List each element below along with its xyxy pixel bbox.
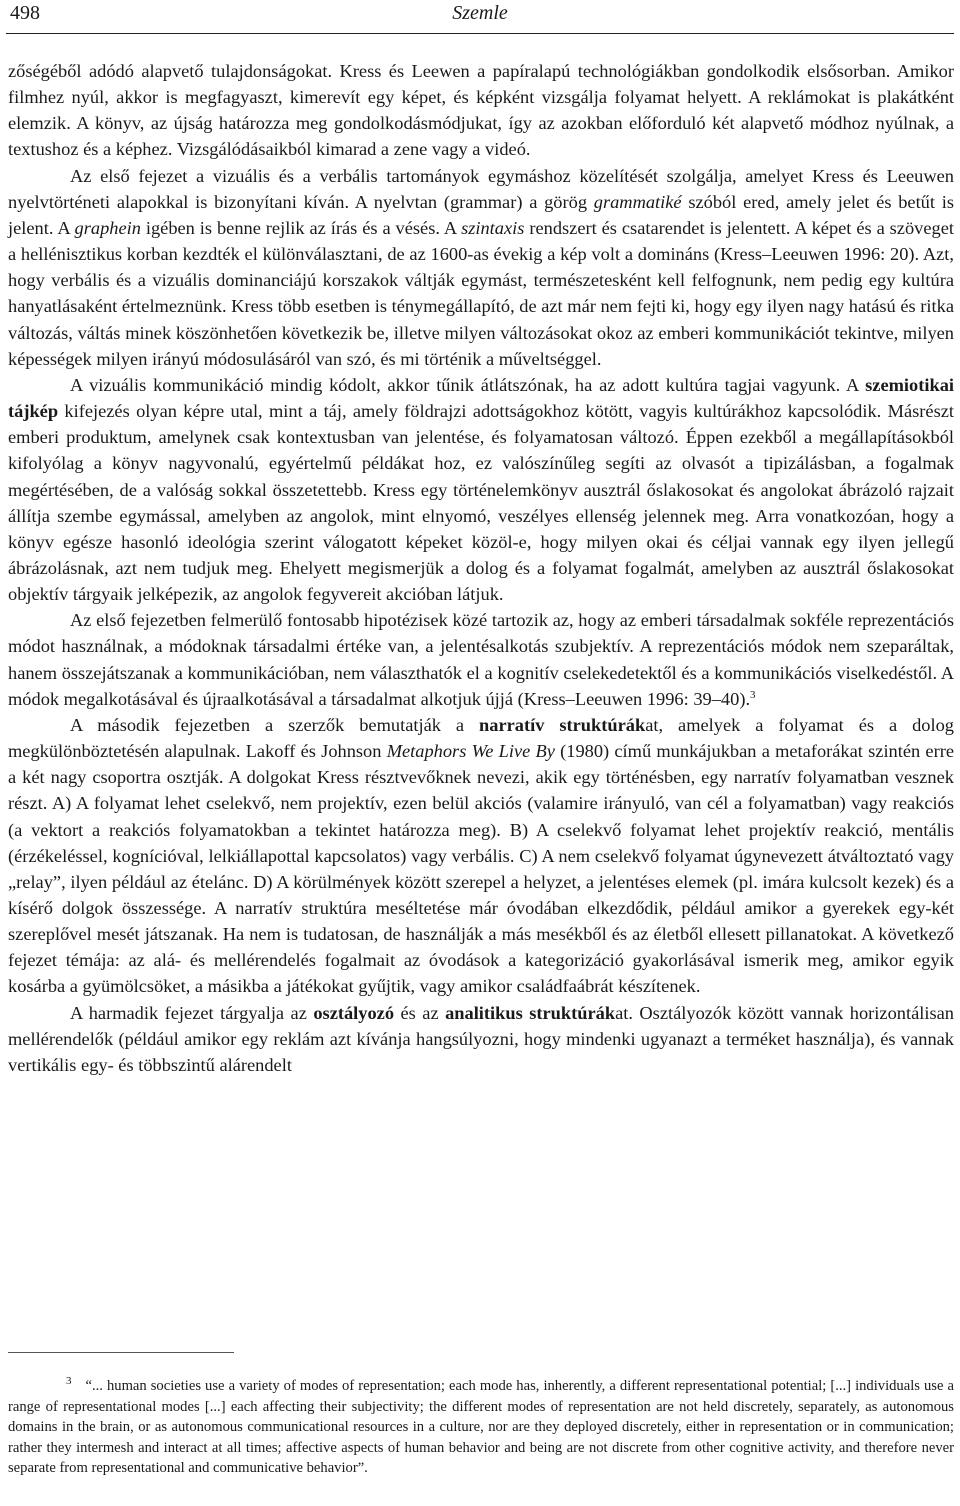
footnote xyxy=(8,1376,954,1479)
paragraph xyxy=(8,607,954,712)
running-title: Szemle xyxy=(452,2,508,24)
text-run: (1980) című munkájukban a metaforákat szintén erre a két nagy csoportra osztják. A dolgokat Kress résztvevőknek nevezi, akik egy történésben, egy narratív folyamatban vesznek részt. A) A folyamat lehet cselekvő, nem projektív, ezen belül akciós (valamire irányuló, van cél a folyamatban) vagy reakciós (a vektort a reakciós folyamatokban a tekintet határozza meg). B) A cselekvő folyamat lehet projektív reakció, mentális (érzékeléssel, kognícióval, lelkiállapottal kapcsolatos) vagy verbális. C) A nem cselekvő folyamat úgynevezett átváltoztató vagy „relay”, ilyen például az ételánc. D) A körülmények között szerepel a helyzet, a jelentéses elemek (pl. imára kulcsolt kezek) és a kísérő dolgok összessége. A narratív struktúra meséltetése már óvodában elkezdődik, például amikor a gyerekek egy-két szereplővel mesét játszanak. Ha nem is tudatosan, de használják a más mesékből és az életből ellesett pillanatokat. A következő fejezet témája: az alá- és mellérendelés fogalmait az óvodások a kategorizáció gyakorlásával ismerik meg, amikor egyik kosárba a gyümölcsöket, a másikba a játékokat gyűjtik, vagy amikor családfaábrát készítenek. xyxy=(8,741,955,997)
text-run: A vizuális kommunikáció mindig kódolt, akkor tűnik átlátszónak, ha az adott kultúra tagjai vagyunk. A xyxy=(70,374,866,395)
footnote-mark: 3 xyxy=(66,1375,72,1388)
paragraph xyxy=(8,58,954,163)
article-body xyxy=(8,58,954,1078)
paragraph xyxy=(8,712,954,1000)
bold-term: szemiotikai tájkép xyxy=(8,374,954,422)
text-run: Az első fejezetben felmerülő fontosabb hipotézisek közé tartozik az, hogy az emberi társadalmak sokféle reprezentációs módot használnak, a módoknak társadalmi értéke van, a jelentésalkotás szubjektív. A reprezentációs módok nem szeparáltak, hanem összejátszanak a kommunikációban, nem választhatók el a kognitív cselekedetektől és a kommunikációs viselkedéstől. A módok megalkotásával és újraalkotásával a társadalmat alkotjuk újjá (Kress–Leeuwen 1996: 39–40). xyxy=(8,610,954,709)
text-run: A harmadik fejezet tárgyalja az xyxy=(70,1002,314,1023)
text-run: rendszert és csatarendet is jelentett. A képet és a szöveget a hellénisztikus korban kezdték el különválasztani, de az 1600-as évekig a kép volt a domináns (Kress–Leeuwen 1996: 20). Azt, hogy verbális és a vizuális dominanciájú korszakok váltják egymást, természetesként kell felfognunk, nem pedig egy kultúra hanyatlásaként értelmeznünk. Kress több esetben is ténymegállapító, de azt már nem fejti ki, hogy egy ilyen nagy hatású és ritka változás, váltás minek köszönhetően következik be, illetve milyen változásokat okoz az emberi kommunikációt tekintve, milyen képességek milyen irányú módosulásáról van szó, és mi történik a műveltséggel. xyxy=(8,217,954,369)
header-rule xyxy=(6,33,954,34)
text-run: A második fejezetben a szerzők bemutatják a xyxy=(70,714,480,735)
text-run: igében is benne rejlik az írás és a vésés. A xyxy=(140,217,462,238)
page-number: 498 xyxy=(10,2,40,24)
footnote-text: “... human societies use a variety of modes of representation; each mode has, inherently, a different representational potential; [...] individuals use a range of representational modes [...] each affecting their subjectivity; the different modes of representation are not held discretely, separately, as autonomous domains in the brain, or as autonomous communicational resources in a culture, nor are they deployed discretely, either in representation or in communication; rather they intermesh and interact at all times; affective aspects of human behavior and being are not discrete from other cognitive activity, and therefore never separate from representational and communicative behavior”. xyxy=(8,1378,954,1477)
page-header xyxy=(0,0,960,34)
paragraph xyxy=(8,1000,954,1078)
italic-term: Metaphors We Live By xyxy=(386,741,555,762)
footnote-reference: 3 xyxy=(750,688,756,701)
text-run: at, amelyek a folyamat és a dolog megkülönböztetésén alapulnak. Lakoff és Johnson xyxy=(8,714,955,762)
text-run: kifejezés olyan képre utal, mint a táj, amely földrajzi adottságokhoz kötött, vagyis kultúrákhoz kapcsolódik. Másrészt emberi produktum, amelynek csak kontextusban van jelentése, és folyamatosan változó. Éppen ezekből a megállapításokból kifolyólag a könyv nagyvonalú, egyértelmű példákat hoz, ez valószínűleg segíti az olvasót a tipizálásban, a fogalmak megértésében, de a valóság sokkal összetettebb. Kress egy történelemkönyv ausztrál őslakosokat és angolokat ábrázoló rajzait állítja szembe egymással, amelyben az angolok, mint elnyomó, veszélyes ellenség jelennek meg. Arra vonatkozóan, hogy a könyv egésze hasonló ideológia szerint válogatott képeket közöl-e, hogy milyen okai és céljai vannak egy ilyen jellegű ábrázolásnak, azt nem tudjuk meg. Ehelyett megismerjük a dolog és a folyamat fogalmát, amelyben az ausztrál őslakosokat objektív tárgyaik jelképezik, az angolok fegyvereit akcióban látjuk. xyxy=(8,401,954,605)
footnote-rule xyxy=(8,1352,234,1353)
bold-term: analitikus struktúrák xyxy=(445,1002,616,1023)
text-run: Az első fejezet a vizuális és a verbális tartományok egymáshoz közelítését szolgálja, amelyet Kress és Leeuwen nyelvtörténeti alapokkal is bizonyítani kíván. A nyelvtan (grammar) a görög xyxy=(8,165,954,212)
text-run: at. Osztályozók között vannak horizontálisan mellérendelők (például amikor egy reklám azt kívánja hangsúlyozni, hogy mindenki ugyanazt a terméket használja), és vannak vertikális egy- és többszintű alárendelt xyxy=(8,1002,954,1075)
text-run: szóból ered, amely jelet és betűt is jelent. A xyxy=(8,191,954,238)
italic-term: szintaxis xyxy=(461,217,525,238)
text-run: zőségéből adódó alapvető tulajdonságokat. Kress és Leewen a papíralapú technológiákban gondolkodik elsősorban. Amikor filmhez nyúl, akkor is megfagyaszt, kimerevít egy képet, és képként vizsgálja folyamat helyett. A reklámokat is plakátként elemzik. A könyv, az újság határozza meg gondolkodásmódjukat, így az azokban előforduló két alapvető módhoz nyúlnak, a textushoz és a képhez. Vizsgálódásaikból kimarad a zene vagy a videó. xyxy=(8,61,954,160)
bold-term: narratív struktúrák xyxy=(479,714,646,735)
paragraph xyxy=(8,163,954,372)
italic-term: grammatiké xyxy=(593,191,682,212)
text-run: és az xyxy=(394,1002,446,1023)
paragraph xyxy=(8,372,954,607)
bold-term: osztályozó xyxy=(313,1002,395,1023)
italic-term: graphein xyxy=(74,217,141,238)
